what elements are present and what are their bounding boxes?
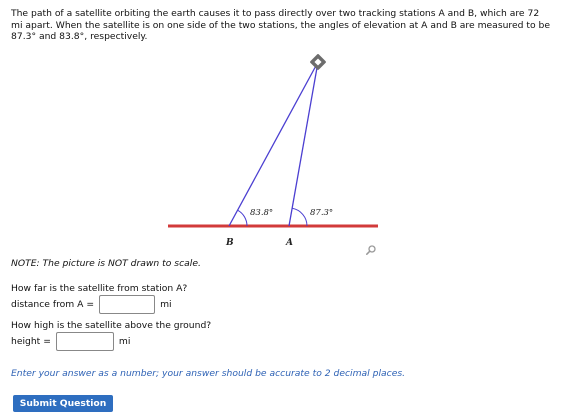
height-answer-row (11, 332, 130, 351)
sight-line-a (289, 62, 318, 226)
distance-input[interactable] (99, 295, 155, 314)
submit-question-button[interactable]: Submit Question (13, 395, 113, 412)
angle-label-a: 87.3° (310, 208, 334, 218)
question-distance-prompt: How far is the satellite from station A? (11, 283, 188, 294)
satellite-icon (310, 54, 327, 71)
height-input[interactable] (56, 332, 114, 351)
height-label: height = (11, 336, 51, 347)
distance-label: distance from A = (11, 299, 95, 310)
angle-arc-a (292, 208, 307, 226)
distance-answer-row (11, 295, 172, 314)
height-unit: mi (118, 336, 131, 347)
scale-note: NOTE: The picture is NOT drawn to scale. (11, 258, 201, 269)
angle-label-b: 83.8° (250, 208, 274, 218)
angle-arc-b (238, 210, 247, 226)
sight-line-b (229, 62, 318, 226)
station-label-a: A (286, 238, 293, 248)
problem-statement: The path of a satellite orbiting the earth causes it to pass directly over two tracking stations A and B, which are 72 mi apart. When the satellite is on one side of the two stations, the angles of elevation at A and B are measured to be 87.3° and 83.8°, respectively. (11, 8, 551, 42)
distance-unit: mi (160, 299, 172, 310)
zoom-icon[interactable] (367, 246, 375, 254)
station-label-b: B (226, 238, 234, 248)
answer-format-hint: Enter your answer as a number; your answer should be accurate to 2 decimal places. (11, 368, 406, 379)
question-height-prompt: How high is the satellite above the ground? (11, 320, 212, 331)
